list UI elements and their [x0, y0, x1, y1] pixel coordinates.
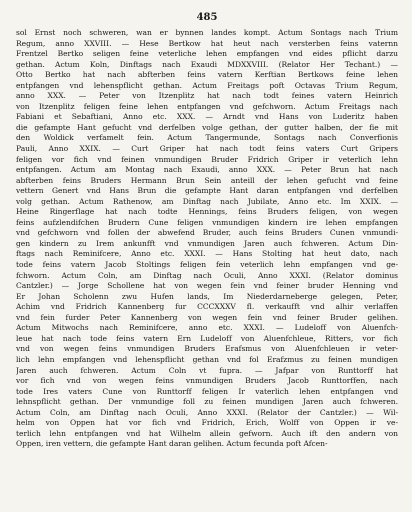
text-line: vnd gefchworn vnd follen der abwefend Bruder, auch feins Bruders Cunen vnmundi- [16, 228, 398, 238]
text-line: Jaren auch fchweren. Actum Coln vt fupra. — Jafpar von Runttorff hat [16, 365, 398, 375]
text-line: Frentzel Bertko seligen feine veterliche lehen empfangen vnd eides pflicht darzu [16, 49, 398, 59]
text-line: Achim vnd Fridrich Kannenberg fur CCCXXXV fl. verkaufft vnd alhir verlaffen [16, 302, 398, 312]
text-line: die gefampte Hant gefucht vnd derfelben volge gethan, der gutter halben, der fie mit [16, 122, 398, 132]
text-line: entpfangen. Actum am Montag nach Exaudi, anno XXX. — Peter Brun hat nach [16, 165, 398, 175]
text-line: terlich lehn entpfangen vnd hat Wilhelm allein gefworn. Auch ift den andern von [16, 428, 398, 438]
text-line: lich lehn empfangen vnd lehenspflicht gethan vnd fol Erafzmus zu feinen mundigen [16, 354, 398, 364]
text-line: Er Johan Scholenn zwu Hufen lands, Im Niederdarneberge gelegen, Peter, [16, 291, 398, 301]
page-number: 485 [196, 12, 218, 23]
text-line: volg gethan. Actum Rathenow, am Dinftag nach Jubilate, Anno etc. Im XXIX. — [16, 196, 398, 206]
text-line: Actum Coln, am Dinftag nach Oculi, Anno XXXI. (Relator der Cantzler.) — Wil- [16, 407, 398, 417]
text-line: Pauli, Anno XXIX. — Curt Griper hat nach todt feins vaters Curt Gripers [16, 144, 398, 154]
text-line: Heine Ringerflage hat nach todte Hennings, feins Bruders feligen, von wegen [16, 207, 398, 217]
text-line: vnd fein furder Peter Kannenberg von wegen fein vnd feiner Bruder gelihen. [16, 312, 398, 322]
text-line: gen kindern zu Irem ankunfft vnd vnmundigen Jaren auch fchweren. Actum Din- [16, 238, 398, 248]
text-line: vor fich vnd von wegen feins vnmundigen Bruders Jacob Runttorffen, nach [16, 376, 398, 386]
text-line: vettern Genert vnd Hans Brun die gefampte Hant daran entpfangen vnd derfelben [16, 186, 398, 196]
text-line: ftags nach Reminifcere, Anno etc. XXXI. — Hans Stolting hat heut dato, nach [16, 249, 398, 259]
text-line: Fabiani et Sebaftiani, Anno etc. XXX. — Arndt vnd Hans von Luderitz haben [16, 112, 398, 122]
text-line: leue hat nach tode feins vatern Ern Ludeloff von Aluenfchleue, Ritters, vor fich [16, 333, 398, 343]
text-line: abfterben feins Bruders Hermann Brun Sein anteill der lehen gefucht vnd feine [16, 175, 398, 185]
text-line: Regum, anno XXVIII. — Hese Bertkow hat heut nach versterben feins vaternn [16, 38, 398, 48]
text-line: tode feins vatern Jacob Stoltings feligen fein veterlich lehn empfangen vnd ge- [16, 260, 398, 270]
text-line: vnd von wegen feins vnmundigen Bruders Erafsmus von Aluenfchleuen ir veter- [16, 344, 398, 354]
text-line: feligen vor fich vnd feinen vnmundigen Bruder Fridrich Griper ir veterlich lehn [16, 154, 398, 164]
text-line: sol Ernst noch schweren, wan er bynnen landes kompt. Actum Sontags nach Trium [16, 28, 398, 37]
text-line: tode Ires vaters Cune von Runttorff feligen Ir vaterlich lehen entpfangen vnd [16, 386, 398, 396]
text-line: helm von Oppen hat vor fich vnd Fridrich, Erich, Wolff von Oppen ir ve- [16, 418, 398, 428]
text-line: feins aufzlendifchen Brudern Cune feligen vnmundigen kindern ire lehen empfangen [16, 217, 398, 227]
text-line: anno XXX. — Peter von Itzenplitz hat nach todt feines vatern Heinrich [16, 91, 398, 101]
text-line: von Itzenplitz feligen feine lehen entpfangen vnd gefchworn. Actum Freitags nach [16, 101, 398, 111]
text-line: Actum Mitwochs nach Reminifcere, anno etc. XXXI. — Ludeloff von Aluenfch- [16, 323, 398, 333]
text-line: fchworn. Actum Coln, am Dinftag nach Oculi, Anno XXXI. (Relator dominus [16, 270, 398, 280]
text-line: Otto Bertko hat nach abfterben feins vatern Kerftian Bertkows feine lehen [16, 70, 398, 80]
text-line: entpfangen vnd lehenspflicht gethan. Actum Freitags poft Octavas Trium Regum, [16, 80, 398, 90]
text-line: gethan. Actum Koln, Dinftags nach Exaudi MDXXVIII. (Relator Her Techant.) — [16, 59, 398, 69]
text-line: Cantzler.) — Jorge Schollene hat von wegen fein vnd feiner bruder Henning vnd [16, 281, 398, 291]
body-text [16, 28, 398, 450]
text-line: Oppen, iren vettern, die gefampte Hant daran gelihen. Actum fecunda poft Afcen- [16, 439, 328, 449]
text-line: lehnspflicht gethan. Der vnmundige foll zu feinen mundigen Jaren auch fchweren. [16, 397, 398, 407]
text-line: den Woldick verfamelt fein. Actum Tangermunde, Sontags nach Converfionis [16, 133, 398, 143]
